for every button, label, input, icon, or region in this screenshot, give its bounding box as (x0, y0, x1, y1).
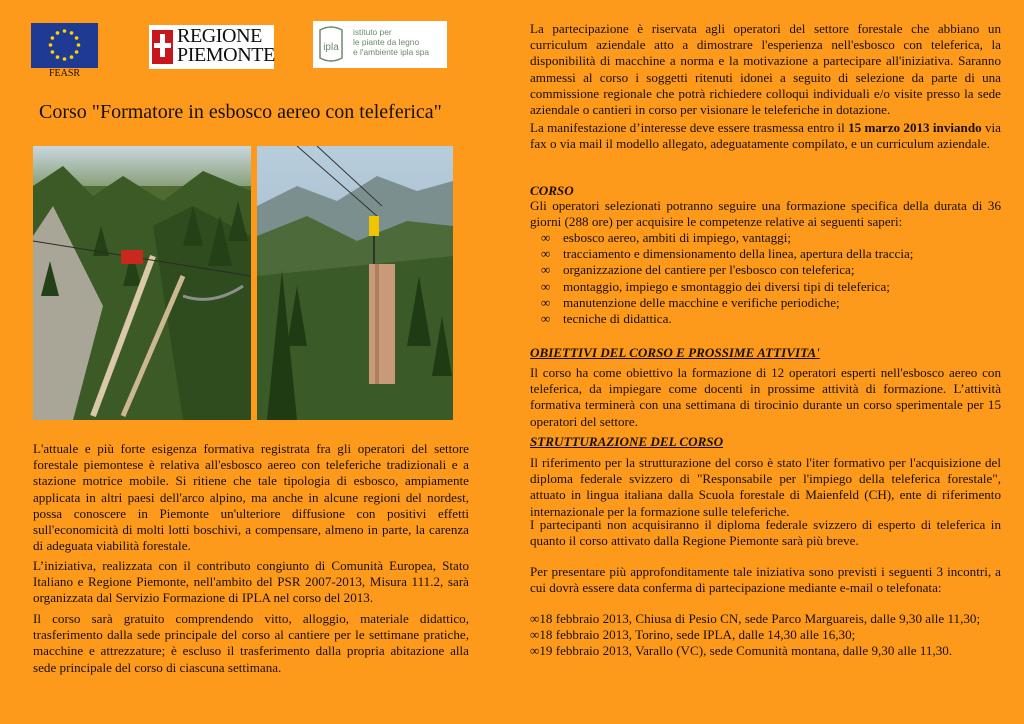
deadline-paragraph: La manifestazione d’interesse deve essere trasmessa entro il 15 marzo 2013 inviando via fax o via mail il modello allegato, adeguatamente compilato, e un curriculum aziendale. (530, 120, 1001, 152)
list-item: ∞19 febbraio 2013, Varallo (VC), sede Comunità montana, dalle 9,30 alle 11,30. (530, 643, 953, 659)
eu-stars-icon (31, 23, 98, 68)
list-item: ∞ esbosco aereo, ambiti di impiego, vantaggi; (541, 230, 791, 245)
feasr-label: FEASR (48, 68, 81, 79)
meetings-intro: Per presentare più approfonditamente tale iniziativa sono previsti i seguenti 3 incontri, a cui dovrà essere data conferma di partecipazione mediante e-mail o telefonata: (530, 564, 1001, 596)
page-title: Corso "Formatore in esbosco aereo con teleferica" (39, 101, 442, 123)
ipla-logo (313, 21, 447, 68)
corso-heading: CORSO (530, 183, 574, 198)
list-item: ∞ tecniche di didattica. (541, 311, 672, 327)
list-item: ∞ tracciamento e dimensionamento della linea, apertura della traccia; (541, 246, 914, 262)
list-item: ∞ organizzazione del cantiere per l'esbosco con teleferica; (541, 262, 855, 278)
infinity-bullet-icon: ∞ (541, 311, 551, 327)
initiative-paragraph: L’iniziativa, realizzata con il contributo congiunto di Comunità Europea, Stato Italiano e Regione Piemonte, nell'ambito del PSR 2007-2013, Misura 111.2, sarà organizzata dal Servizio Formazione di IPLA nel corso del 2013. (33, 558, 469, 606)
piemonte-logo-line1: REGIONE (177, 25, 262, 47)
cable-logging-photo-left (33, 146, 251, 420)
piemonte-shield-icon (152, 30, 173, 64)
list-item: ∞18 febbraio 2013, Torino, sede IPLA, dalle 14,30 alle 16,30; (530, 627, 856, 643)
cable-logging-photo-right (257, 146, 453, 420)
skills-list (530, 230, 1001, 327)
eu-flag-logo (31, 23, 98, 68)
list-item: ∞18 febbraio 2013, Chiusa di Pesio CN, sede Parco Marguareis, dalle 9,30 alle 11,30; (530, 611, 981, 626)
obiettivi-heading: OBIETTIVI DEL CORSO E PROSSIME ATTIVITA' (530, 345, 820, 360)
deadline-date: 15 marzo 2013 inviando (848, 120, 982, 135)
ipla-mark-text: ipla (323, 42, 339, 53)
obiettivi-paragraph: Il corso ha come obiettivo la formazione di 12 operatori esperti nell'esbosco aereo con teleferica, da impiegare come docenti in prossime attività di formazione. L’attività formativa terminerà con una settimana di tirocinio durante un corso sperimentale per 15 operatori del settore. (530, 365, 1001, 429)
corso-intro: Gli operatori selezionati potranno seguire una formazione specifica della durata di 36 giorni (288 ore) per acquisire le competenze relative ai seguenti saperi: (530, 198, 1001, 230)
intro-paragraph: L'attuale e più forte esigenza formativa registrata fra gli operatori del settore forestale piemontese è relativa all'esbosco aereo con teleferiche tradizionali e a stazione motrice mobile. Si ritiene che tale tipologia di esbosco, ampiamente applicata in altri paesi dell'arco alpino, ma anche in alcune regioni del nordest, possa conoscere in Piemonte un'ulteriore diffusione con positivi effetti sull'economicità di molti lotti boschivi, a compensare, almeno in parte, la carenza di adeguata viabilità forestale. (33, 441, 469, 554)
regione-piemonte-logo (149, 25, 274, 69)
list-item: ∞ montaggio, impiego e smontaggio dei diversi tipi di teleferica; (541, 278, 890, 294)
ipla-logo-text: istituto per le piante da legno e l'ambiente ipla spa (353, 27, 430, 57)
strutturazione-heading: STRUTTURAZIONE DEL CORSO (530, 434, 724, 449)
ipla-mark-icon (316, 24, 346, 64)
strutturazione-paragraph: Il riferimento per la strutturazione del corso è stato l'iter formativo per l'acquisizione del diploma federale svizzero di "Responsabile per l'impiego della teleferica forestale", attuato in lingua italiana dalla Scuola forestale di Maienfeld (CH), ente di riferimento internazionale per la formazione sulle teleferiche. (530, 455, 1001, 519)
infinity-bullet-icon: ∞ (530, 643, 540, 659)
free-course-paragraph: Il corso sarà gratuito comprendendo vitto, alloggio, materiale didattico, trasferimento dalla sede principale del corso al cantiere per le settimane pratiche, macchine e attrezzature; è escluso il trasferimento dalla propria abitazione alla sede principale del corso di ciascuna settimana. (33, 611, 469, 675)
diploma-paragraph: I partecipanti non acquisiranno il diploma federale svizzero di esperto di teleferica in quanto il corso attivato dalla Regione Piemonte sarà più breve. (530, 517, 1001, 549)
infinity-bullet-icon: ∞ (530, 611, 540, 626)
infinity-bullet-icon: ∞ (541, 230, 551, 245)
meetings-list (530, 611, 1001, 660)
participation-paragraph: La partecipazione è riservata agli operatori del settore forestale che abbiano un curriculum aziendale atto a dimostrare l'esperienza nell'esbosco con teleferica, la disponibilità di macchine a norma e la motivazione a partecipare all'iniziativa. Saranno ammessi al corso i soggetti ritenuti idonei a seguito di selezione da parte di una commissione regionale che potrà richiedere colloqui individuali e/o visite presso la sede aziendale o cantieri in corso per visionare le teleferiche in dotazione. (530, 21, 1001, 118)
infinity-bullet-icon: ∞ (541, 294, 551, 310)
infinity-bullet-icon: ∞ (530, 627, 540, 643)
piemonte-logo-line2: PIEMONTE (177, 44, 275, 66)
infinity-bullet-icon: ∞ (541, 262, 551, 278)
infinity-bullet-icon: ∞ (541, 246, 551, 262)
list-item: ∞ manutenzione delle macchine e verifiche periodiche; (541, 294, 840, 310)
infinity-bullet-icon: ∞ (541, 278, 551, 294)
